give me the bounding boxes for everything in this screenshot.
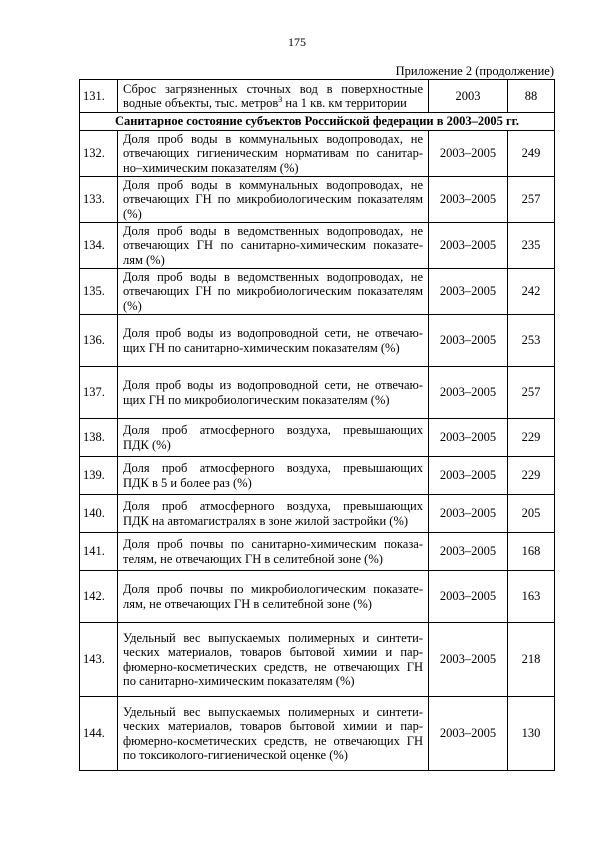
row-number: 135. [80,269,118,315]
description-line: отвечающих ГН по микробиологическим показателям [123,192,423,207]
row-page: 163 [508,571,555,623]
row-number: 142. [80,571,118,623]
appendix-label: Приложение 2 (продолжение) [395,64,554,78]
description-line: ческих материалов, товаров бытовой химии и пар- [123,719,423,734]
row-description [118,697,429,771]
row-years: 2003–2005 [429,571,508,623]
row-page: 235 [508,223,555,269]
row-description [118,495,429,533]
table-row [80,315,555,367]
row-page: 257 [508,367,555,419]
row-number: 137. [80,367,118,419]
row-page: 249 [508,131,555,177]
table-row [80,223,555,269]
row-years: 2003–2005 [429,697,508,771]
table-row [80,367,555,419]
table-row [80,457,555,495]
description-line: Удельный вес выпускаемых полимерных и синтети- [123,704,423,719]
description-line: лям (%) [123,252,165,267]
row-number: 143. [80,623,118,697]
section-row [80,113,555,131]
row-years: 2003–2005 [429,367,508,419]
description-line: Доля проб воды в коммунальных водопроводах, не [123,131,423,146]
section-title: Санитарное состояние субъектов Российской федерации в 2003–2005 гг. [80,113,555,131]
row-number: 136. [80,315,118,367]
row-description [118,223,429,269]
description-line: щих ГН по микробиологическим показателям (%) [123,392,390,407]
row-years: 2003–2005 [429,315,508,367]
indicator-table [79,79,555,771]
superscript: 3 [278,94,283,104]
row-years: 2003–2005 [429,623,508,697]
row-description [118,315,429,367]
description-line: Доля проб воды в ведомственных водопроводах, не [123,223,423,238]
row-years: 2003–2005 [429,223,508,269]
row-description [118,533,429,571]
description-text: на 1 кв. км территории [282,96,407,110]
table-row [80,697,555,771]
row-years: 2003–2005 [429,495,508,533]
table-row [80,419,555,457]
description-line: (%) [123,298,142,313]
description-line: отвечающих ГН по микробиологическим показателям [123,284,423,299]
page-number: 175 [288,35,306,49]
row-description [118,177,429,223]
row-page: 168 [508,533,555,571]
row-number: 133. [80,177,118,223]
description-line: Доля проб атмосферного воздуха, превышающих [123,461,423,476]
row-page: 88 [508,80,555,113]
description-line: по санитарно-химическим показателям (%) [123,673,355,688]
row-page: 229 [508,457,555,495]
row-description [118,571,429,623]
row-page: 229 [508,419,555,457]
row-page: 205 [508,495,555,533]
row-description [118,457,429,495]
row-number: 139. [80,457,118,495]
description-line: но–химическим показателям (%) [123,160,299,175]
row-years: 2003–2005 [429,269,508,315]
description-line: Доля проб почвы по санитарно-химическим показа- [123,537,423,552]
row-years: 2003–2005 [429,177,508,223]
row-description [118,131,429,177]
row-years: 2003–2005 [429,533,508,571]
description-line [123,96,423,110]
description-line: Доля проб атмосферного воздуха, превышающих [123,423,423,438]
description-line: щих ГН по санитарно-химическим показателям (%) [123,340,400,355]
table-row [80,177,555,223]
row-number: 144. [80,697,118,771]
description-line: фюмерно-косметических средств, не отвечающих ГН [123,659,423,674]
row-description [118,623,429,697]
row-page: 218 [508,623,555,697]
row-number: 138. [80,419,118,457]
table-row [80,533,555,571]
row-page: 253 [508,315,555,367]
row-description [118,80,429,113]
description-line: (%) [123,206,142,221]
row-page: 130 [508,697,555,771]
row-number: 134. [80,223,118,269]
table-row [80,131,555,177]
description-line: Доля проб воды из водопроводной сети, не отвечаю- [123,378,423,393]
row-number: 141. [80,533,118,571]
row-description [118,269,429,315]
table-row [80,269,555,315]
description-text: водные объекты, тыс. метров [123,96,279,110]
table-row [80,80,555,113]
table-row [80,495,555,533]
row-years: 2003–2005 [429,457,508,495]
row-number: 140. [80,495,118,533]
row-description [118,367,429,419]
description-line: Доля проб воды в коммунальных водопроводах, не [123,177,423,192]
description-line: отвечающих гигиеническим нормативам по санитар- [123,146,423,161]
table-row [80,623,555,697]
description-line: лям, не отвечающих ГН в селитебной зоне (%) [123,596,372,611]
description-line: Доля проб воды в ведомственных водопроводах, не [123,269,423,284]
row-number: 131. [80,80,118,113]
description-line: Доля проб атмосферного воздуха, превышающих [123,499,423,514]
row-number: 132. [80,131,118,177]
description-line: ПДК в 5 и более раз (%) [123,475,252,490]
description-line: Доля проб почвы по микробиологическим показате- [123,582,423,597]
description-line: ческих материалов, товаров бытовой химии и пар- [123,645,423,660]
description-line: Удельный вес выпускаемых полимерных и синтети- [123,630,423,645]
row-page: 257 [508,177,555,223]
row-years: 2003 [429,80,508,113]
description-line: телям, не отвечающих ГН в селитебной зоне (%) [123,551,383,566]
description-line: ПДК на автомагистралях в зоне жилой застройки (%) [123,513,409,528]
row-description [118,419,429,457]
row-page: 242 [508,269,555,315]
description-line: по токсиколого-гигиенической оценке (%) [123,747,348,762]
description-line: Сброс загрязненных сточных вод в поверхностные [123,81,423,96]
description-line: фюмерно-косметических средств, не отвечающих ГН [123,733,423,748]
description-line: ПДК (%) [123,437,171,452]
table-row [80,571,555,623]
description-line: отвечающих ГН по санитарно-химическим показате- [123,238,423,253]
row-years: 2003–2005 [429,131,508,177]
description-line: Доля проб воды из водопроводной сети, не отвечаю- [123,326,423,341]
row-years: 2003–2005 [429,419,508,457]
